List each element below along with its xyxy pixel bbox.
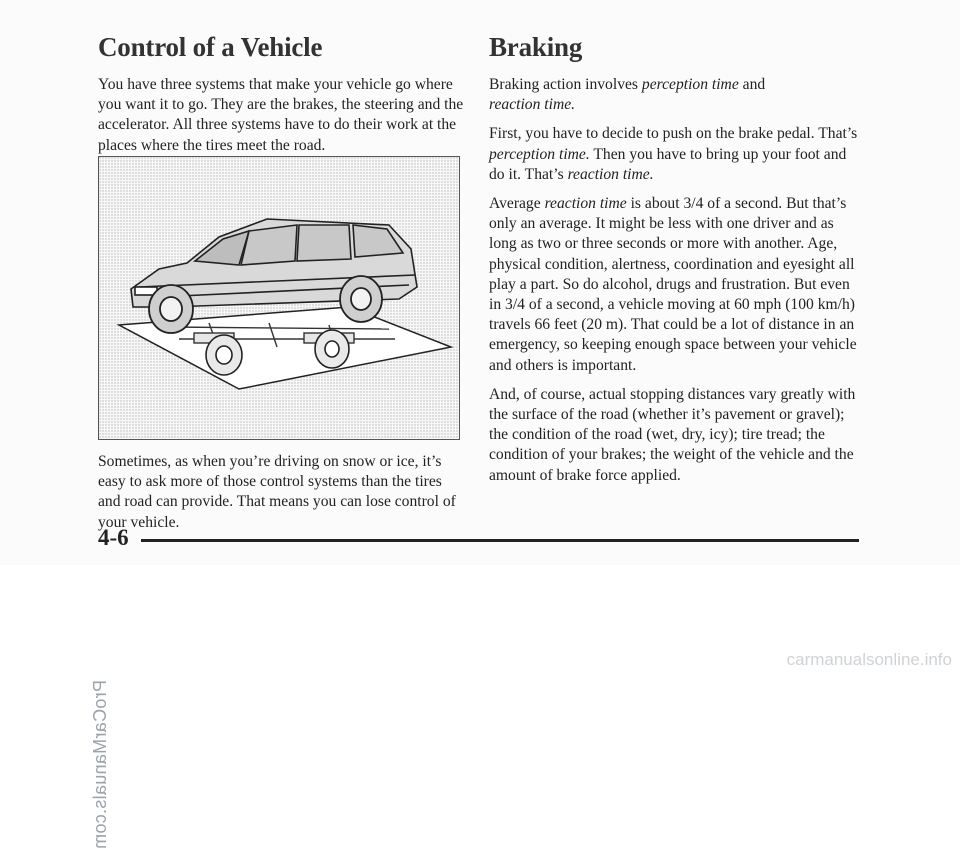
text-run: Then you have to bring up your foot and do it. That’s	[489, 145, 847, 183]
left-column	[98, 32, 466, 165]
suv-on-road-icon	[99, 157, 459, 439]
text-run: and	[738, 76, 766, 93]
stopping-distance-paragraph: And, of course, actual stopping distances vary greatly with the surface of the road (whether it’s pavement or gravel); the condition of the road (wet, dry, icy); tire tread; the condition of your brakes; the weight of the vehicle and the amount of brake force applied.	[489, 385, 856, 484]
text-run: First, you have to decide to push on the brake pedal. That’s	[489, 125, 858, 143]
right-column	[489, 32, 859, 495]
page-number: 4-6	[98, 525, 129, 550]
vehicle-illustration	[98, 156, 460, 440]
term-reaction-time: reaction time	[544, 195, 627, 213]
braking-intro-paragraph	[489, 75, 859, 115]
footer-rule	[141, 539, 859, 542]
term-perception-time: perception time	[641, 76, 739, 93]
average-reaction-paragraph	[489, 194, 859, 376]
intro-paragraph: You have three systems that make your vehicle go where you want it to go. They are the brakes, the steering and the accelerator. All three systems have to do their work at the places where the tires meet the road.	[98, 76, 464, 154]
term-reaction-time: reaction time.	[489, 96, 576, 114]
left-column-continued	[98, 452, 466, 542]
heading-braking: Braking	[489, 32, 583, 62]
site-watermark: carmanualsonline.info	[786, 650, 952, 669]
loss-of-control-paragraph: Sometimes, as when you’re driving on snow or ice, it’s easy to ask more of those control systems than the tires and road can provide. That means you can lose control of your vehicle.	[98, 453, 456, 531]
perception-paragraph	[489, 124, 859, 185]
text-run: Average	[489, 195, 545, 213]
term-reaction-time: reaction time.	[567, 165, 654, 183]
heading-control-of-vehicle: Control of a Vehicle	[98, 32, 323, 62]
term-perception-time: perception time.	[489, 145, 590, 163]
watermark-text: ProCarManuals.com	[90, 680, 110, 849]
text-run: Braking action involves	[489, 76, 642, 93]
text-run: is about 3/4 of a second. But that’s only an average. It might be less with one driver and as long as two or three seconds or more with another. Age, physical condition, alertness, coordination and eyesight all play a part. So do alcohol, drugs and frustration. But even in 3/4 of a second, a vehicle moving at 60 mph (100 km/h) travels 66 feet (20 m). That could be a lot of distance in an emergency, so keeping enough space between your vehicle and others is important.	[489, 195, 857, 374]
